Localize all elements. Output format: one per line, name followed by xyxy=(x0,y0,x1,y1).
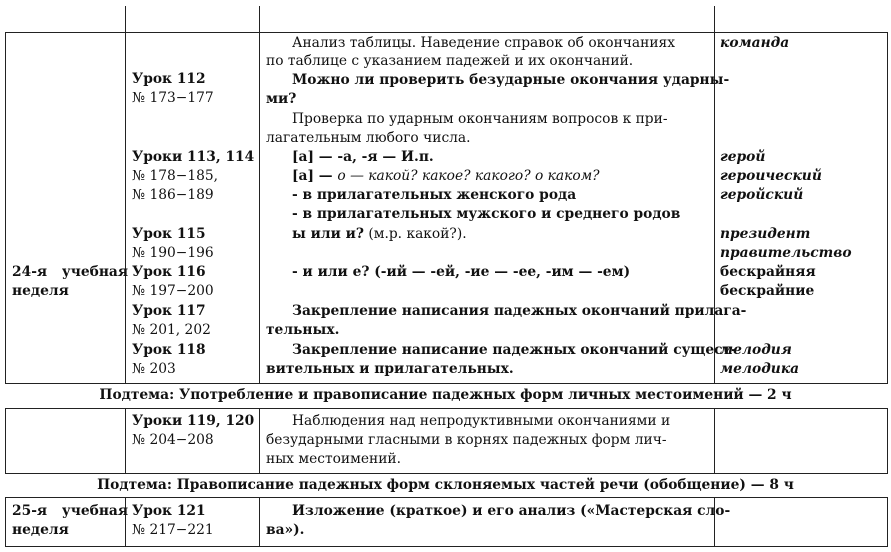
table-border-left xyxy=(5,497,6,546)
row-divider xyxy=(5,546,888,547)
content-line: - в прилагательных мужского и среднего родов xyxy=(292,206,681,222)
table-border-right xyxy=(887,497,888,546)
lesson-exercises: № 217−221 xyxy=(132,522,214,538)
vocab-word: бескрайние xyxy=(720,283,815,299)
content-line: Закрепление написание падежных окончаний сущест- xyxy=(292,342,737,358)
vocab-word: геройский xyxy=(720,187,804,203)
content-line xyxy=(292,167,600,186)
content-line: безударными гласными в корнях падежных форм лич- xyxy=(266,432,667,448)
row-divider xyxy=(5,32,888,33)
table-border-right xyxy=(887,408,888,473)
content-line: Проверка по ударным окончаниям вопросов к при- xyxy=(292,111,668,127)
content-line: ми? xyxy=(266,91,297,107)
content-line: - в прилагательных женского рода xyxy=(292,187,577,203)
vocab-word: мелодика xyxy=(720,361,800,377)
lesson-title: Урок 116 xyxy=(132,264,206,280)
column-divider xyxy=(125,6,126,383)
column-divider xyxy=(714,6,715,383)
subtopic-header: Подтема: Употребление и правописание падежных форм личных местоимений — 2 ч xyxy=(99,387,792,403)
table-border-right xyxy=(887,32,888,383)
lesson-exercises: № 203 xyxy=(132,361,176,377)
content-line: Изложение (краткое) и его анализ («Мастерская сло- xyxy=(292,503,731,519)
lesson-title: Урок 112 xyxy=(132,71,206,87)
vocab-word: бескрайняя xyxy=(720,264,816,280)
content-line: ва»). xyxy=(266,522,305,538)
content-line: [а] — -а, -я — И.п. xyxy=(292,149,434,165)
content-fragment: (м.р. какой?). xyxy=(363,226,467,242)
lesson-title: Урок 118 xyxy=(132,342,206,358)
week-label: неделя xyxy=(12,522,69,538)
vocab-word: герой xyxy=(720,149,766,165)
lesson-title: Урок 117 xyxy=(132,303,206,319)
week-label: неделя xyxy=(12,283,69,299)
row-divider xyxy=(5,408,888,409)
content-line: лагательным любого числа. xyxy=(266,130,471,146)
lesson-exercises: № 178−185, xyxy=(132,168,219,184)
lesson-title: Уроки 119, 120 xyxy=(132,413,255,429)
content-fragment: [а] — xyxy=(292,168,338,184)
row-divider xyxy=(5,497,888,498)
lesson-exercises: № 201, 202 xyxy=(132,322,211,338)
lesson-title: Урок 115 xyxy=(132,226,206,242)
lesson-exercises: № 173−177 xyxy=(132,90,214,106)
row-divider xyxy=(5,473,888,474)
row-divider xyxy=(5,383,888,384)
column-divider xyxy=(259,497,260,546)
week-label: 25-я учебная xyxy=(12,503,129,519)
content-line: - и или е? (-ий — -ей, -ие — -ее, -им — -ем) xyxy=(292,264,631,280)
table-border-left xyxy=(5,408,6,473)
lesson-exercises: № 186−189 xyxy=(132,187,214,203)
column-divider xyxy=(714,408,715,473)
vocab-word: героический xyxy=(720,168,822,184)
column-divider xyxy=(259,408,260,473)
content-line: вительных и прилагательных. xyxy=(266,361,514,377)
content-line: Наблюдения над непродуктивными окончаниями и xyxy=(292,413,671,429)
vocab-word: мелодия xyxy=(720,342,792,358)
content-line: тельных. xyxy=(266,322,340,338)
content-line: ных местоимений. xyxy=(266,451,401,467)
content-fragment: о — какой? какое? какого? о каком? xyxy=(337,168,600,184)
lesson-exercises: № 197−200 xyxy=(132,283,214,299)
table-border-left xyxy=(5,32,6,383)
lesson-title: Урок 121 xyxy=(132,503,206,519)
content-line: Можно ли проверить безударные окончания ударны- xyxy=(292,72,730,88)
column-divider xyxy=(259,6,260,383)
content-line: по таблице с указанием падежей и их окончаний. xyxy=(266,53,634,69)
content-line: Закрепление написания падежных окончаний прилага- xyxy=(292,303,747,319)
lesson-exercises: № 190−196 xyxy=(132,245,214,261)
column-divider xyxy=(125,408,126,473)
lesson-title: Уроки 113, 114 xyxy=(132,149,255,165)
content-line: Анализ таблицы. Наведение справок об окончаниях xyxy=(292,35,675,51)
subtopic-header: Подтема: Правописание падежных форм склоняемых частей речи (обобщение) — 8 ч xyxy=(97,477,794,493)
content-line xyxy=(292,225,467,244)
lesson-exercises: № 204−208 xyxy=(132,432,214,448)
vocab-word: правительство xyxy=(720,245,852,261)
vocab-word: команда xyxy=(720,35,790,51)
vocab-word: президент xyxy=(720,226,811,242)
content-fragment: ы или и? xyxy=(292,226,364,242)
week-label: 24-я учебная xyxy=(12,264,129,280)
